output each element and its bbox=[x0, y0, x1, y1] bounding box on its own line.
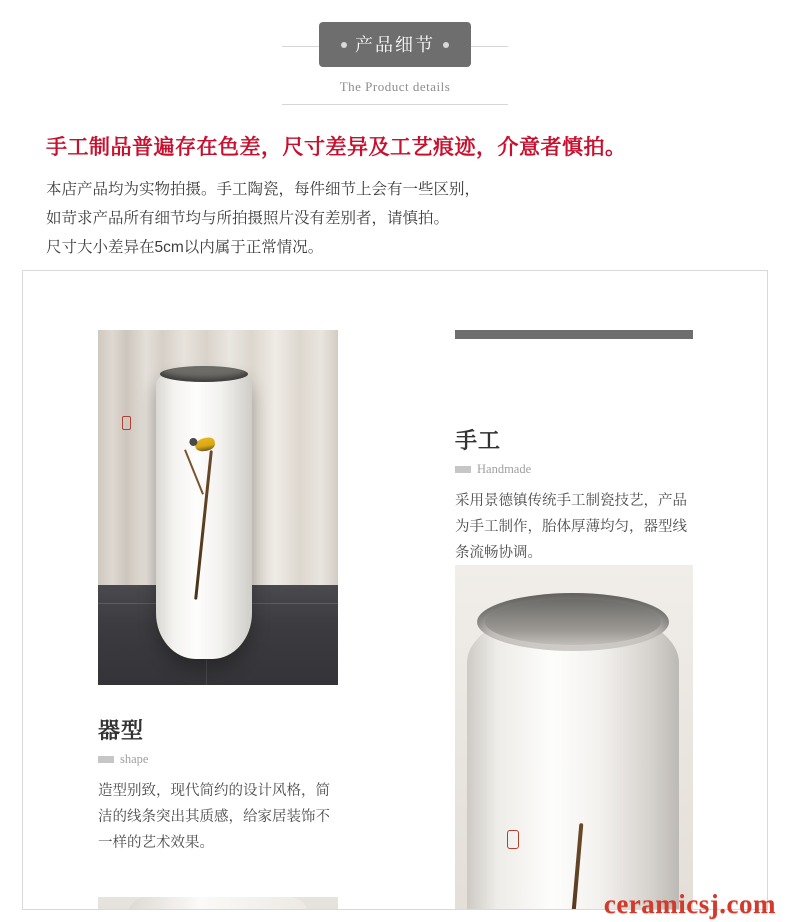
header-subtitle-en: The Product details bbox=[339, 79, 451, 94]
page-header bbox=[0, 0, 790, 105]
badge-dot-left-icon bbox=[341, 42, 347, 48]
vase-bottom-photo bbox=[98, 897, 338, 910]
dash-marker-icon bbox=[98, 756, 114, 763]
dash-marker-icon bbox=[455, 466, 471, 473]
photo-vase-interior bbox=[485, 599, 661, 645]
detail-column-shape bbox=[98, 330, 338, 856]
site-watermark: ceramicsj.com bbox=[603, 889, 776, 919]
section-title-handmade: 手工 bbox=[455, 428, 502, 453]
section-badge bbox=[319, 22, 471, 67]
notice-line-1: 本店产品均为实物拍摄。手工陶瓷，每件细节上会有一些区别， bbox=[46, 181, 481, 199]
badge-wrapper bbox=[319, 22, 471, 67]
section-text-handmade: 采用景德镇传统手工制瓷技艺，产品为手工制作，胎体厚薄均匀，器型线条流畅协调。 bbox=[455, 493, 687, 562]
photo-vase-body-lower bbox=[128, 897, 308, 910]
section-text-shape: 造型别致，现代简约的设计风格，简洁的线条突出其质感，给家居装饰不一样的艺术效果。 bbox=[98, 783, 330, 852]
photo-vase-mouth bbox=[160, 366, 248, 382]
notice-line-3: 尺寸大小差异在5cm以内属于正常情况。 bbox=[46, 238, 324, 256]
details-panel bbox=[22, 270, 768, 910]
section-subtitle-shape-label: shape bbox=[120, 752, 149, 766]
notice-title: 手工制品普遍存在色差，尺寸差异及工艺痕迹，介意者慎拍。 bbox=[46, 136, 627, 159]
notice-block bbox=[46, 133, 756, 262]
vase-full-view-photo bbox=[98, 330, 338, 685]
section-subtitle-handmade bbox=[455, 462, 695, 477]
header-underline bbox=[282, 104, 508, 105]
section-subtitle-shape bbox=[98, 752, 338, 767]
photo-vase-body-closeup bbox=[467, 607, 679, 910]
notice-body bbox=[46, 176, 756, 262]
notice-line-2: 如苛求产品所有细节均与所拍摄照片没有差别者，请慎拍。 bbox=[46, 210, 450, 228]
photo-seal-mark-icon bbox=[122, 416, 131, 430]
badge-dot-right-icon bbox=[443, 42, 449, 48]
detail-column-handmade bbox=[455, 330, 695, 566]
handmade-top-bar bbox=[455, 330, 693, 339]
section-title-shape: 器型 bbox=[98, 718, 145, 743]
badge-label: 产品细节 bbox=[355, 35, 435, 55]
photo-seal-mark-icon bbox=[507, 830, 519, 849]
section-subtitle-handmade-label: Handmade bbox=[477, 462, 532, 476]
vase-mouth-closeup-photo bbox=[455, 565, 693, 910]
